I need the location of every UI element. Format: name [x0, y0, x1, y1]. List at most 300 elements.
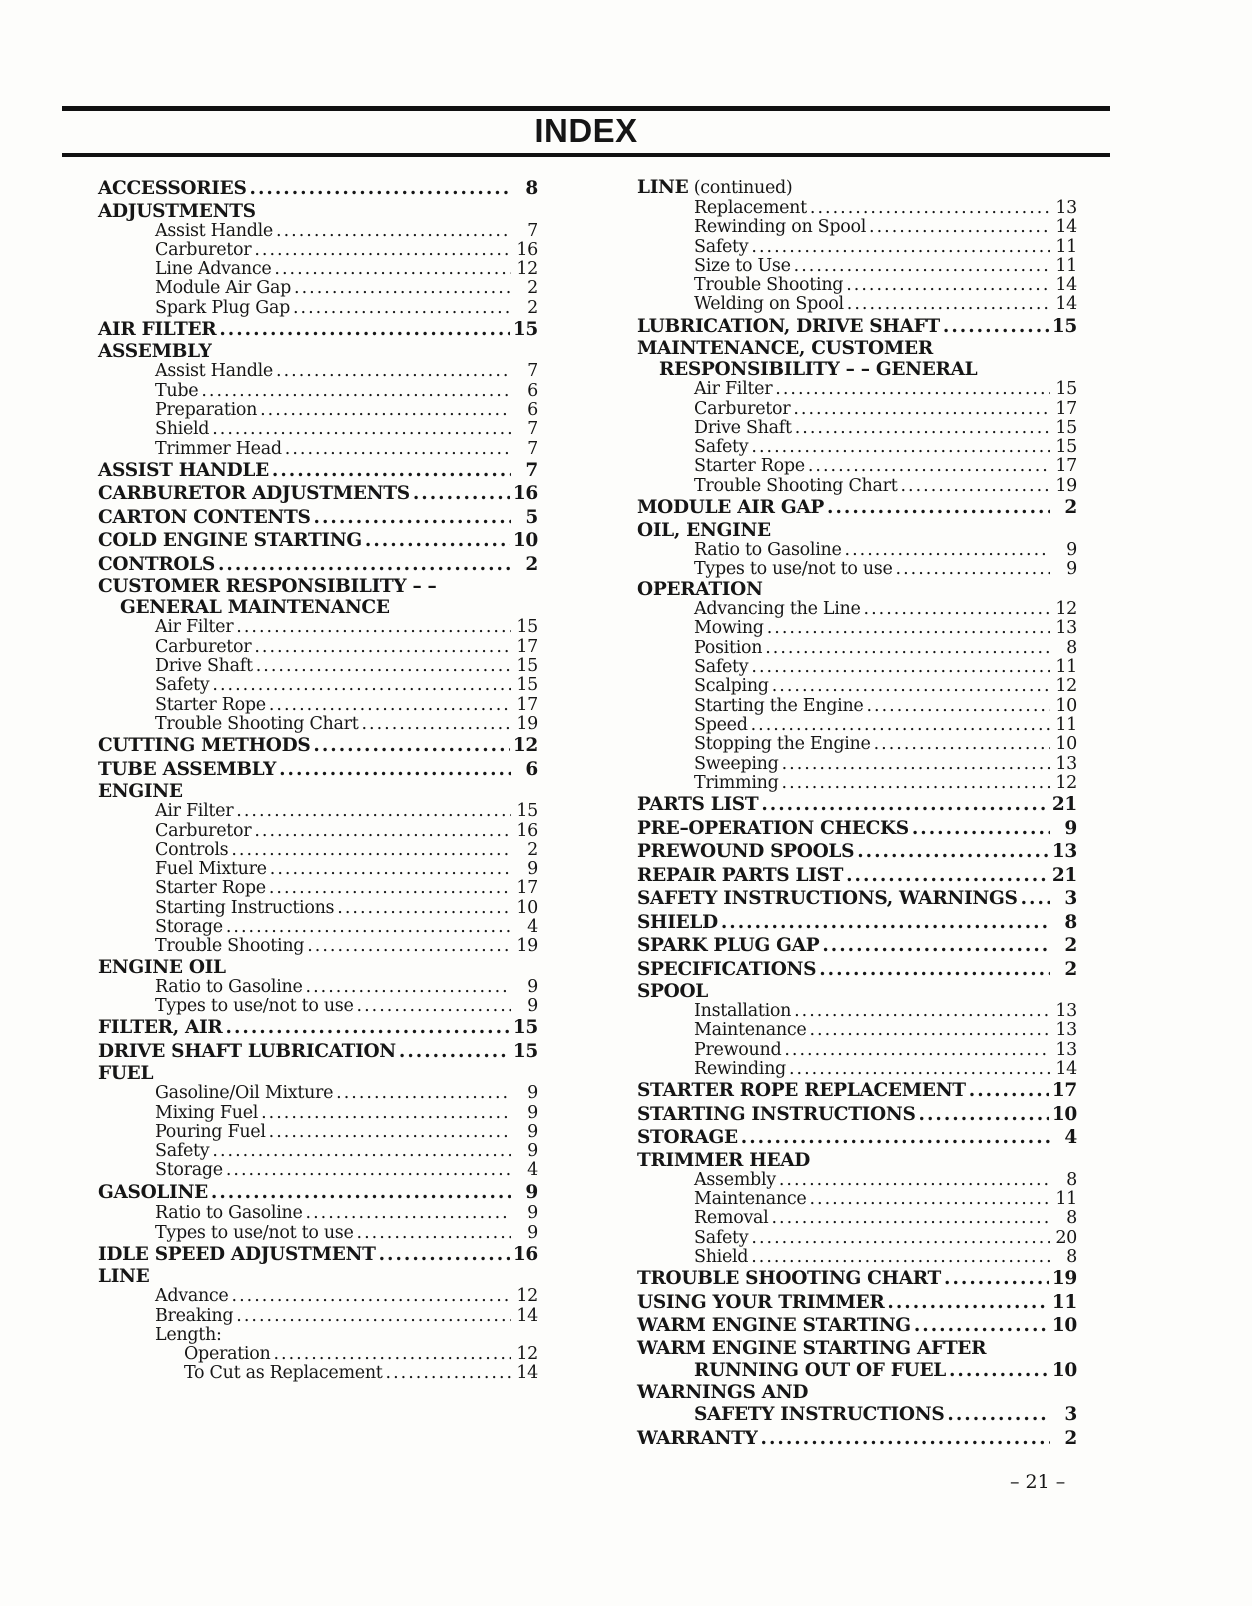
dot-leader [261, 1104, 511, 1123]
entry-page-number: 13 [1055, 618, 1077, 639]
dot-leader [771, 1209, 1050, 1228]
dot-leader [949, 1359, 1049, 1383]
index-entry [98, 482, 538, 506]
entry-label: PRE–OPERATION CHECKS [637, 817, 909, 839]
index-subentry [637, 477, 1077, 496]
entry-label: Preparation [155, 400, 258, 421]
dot-leader [313, 734, 509, 758]
entry-page-number: 20 [1055, 1227, 1077, 1248]
index-heading: WARM ENGINE STARTING AFTER [637, 1337, 987, 1359]
entry-page-number: 8 [1066, 637, 1077, 658]
index-subentry [637, 295, 1077, 314]
index-subentry [637, 1041, 1077, 1060]
entry-page-number: 9 [1066, 539, 1077, 560]
entry-page-number: 9 [527, 1222, 538, 1243]
page-number: – 21 – [1010, 1471, 1066, 1493]
index-subentry [637, 658, 1077, 677]
entry-label: CARBURETOR ADJUSTMENTS [98, 483, 410, 505]
dot-leader [254, 822, 511, 841]
entry-label: PREWOUND SPOOLS [637, 841, 855, 863]
dot-leader [236, 618, 511, 637]
dot-leader [272, 459, 511, 483]
entry-label: Mowing [694, 618, 764, 639]
dot-leader [761, 1427, 1050, 1451]
entry-page-number: 15 [1055, 379, 1077, 400]
entry-page-number: 2 [527, 278, 538, 299]
entry-label: Carburetor [694, 398, 791, 419]
index-heading: FUEL [98, 1063, 154, 1085]
index-subentry [98, 978, 538, 997]
dot-leader [943, 315, 1049, 339]
dot-leader [751, 438, 1050, 457]
dot-leader [809, 1021, 1050, 1040]
entry-page-number: 9 [527, 1083, 538, 1104]
dot-leader [779, 1171, 1050, 1190]
entry-label: Stopping the Engine [694, 734, 871, 755]
entry-label: Fuel Mixture [155, 859, 267, 880]
entry-page-number: 10 [1051, 1103, 1077, 1125]
entry-label: Trouble Shooting Chart [155, 713, 359, 734]
entry-label: Size to Use [694, 255, 791, 276]
dot-leader [270, 860, 511, 879]
entry-label: SHIELD [637, 911, 718, 933]
entry-page-number: 9 [1066, 558, 1077, 579]
index-entry [637, 1103, 1077, 1127]
entry-page-number: 12 [516, 1344, 538, 1365]
entry-page-number: 2 [1064, 935, 1077, 957]
index-heading: WARNINGS AND [637, 1382, 809, 1404]
entry-label: Mixing Fuel [155, 1102, 259, 1123]
entry-page-number: 19 [1055, 475, 1077, 496]
index-subentry [637, 1021, 1077, 1040]
dot-leader [256, 657, 511, 676]
dot-leader [231, 841, 511, 860]
entry-page-number: 13 [1055, 1001, 1077, 1022]
entry-label: Tube [155, 380, 199, 401]
entry-page-number: 12 [516, 1286, 538, 1307]
entry-page-number: 11 [1055, 657, 1077, 678]
page-title: INDEX [534, 112, 638, 149]
entry-page-number: 13 [1055, 1039, 1077, 1060]
entry-page-number: 15 [516, 656, 538, 677]
entry-label: Types to use/not to use [155, 995, 354, 1016]
entry-page-number: 8 [1066, 1247, 1077, 1267]
index-subentry [637, 199, 1077, 218]
index-heading: CUSTOMER RESPONSIBILITY – – [98, 576, 437, 598]
entry-page-number: 13 [1051, 841, 1077, 863]
index-subentry [98, 382, 538, 401]
index-subentry [98, 1345, 538, 1364]
dot-leader [912, 817, 1050, 841]
index-subentry [98, 1224, 538, 1243]
entry-label: Trouble Shooting Chart [694, 475, 898, 496]
entry-label: Storage [155, 917, 223, 938]
entry-label: Safety [694, 657, 749, 678]
dot-leader [269, 1123, 511, 1142]
index-subentry [98, 1307, 538, 1326]
index-entry [98, 506, 538, 530]
dot-leader [413, 482, 510, 506]
index-entry [98, 1040, 538, 1064]
dot-leader [793, 400, 1050, 419]
entry-page-number: 17 [516, 878, 538, 899]
index-entry [637, 1126, 1077, 1150]
entry-label: Module Air Gap [155, 278, 292, 299]
entry-label: GASOLINE [98, 1181, 208, 1203]
entry-page-number: 6 [527, 400, 538, 421]
entry-page-number: 19 [1051, 1268, 1077, 1290]
entry-label: Carburetor [155, 239, 252, 260]
entry-label: SAFETY INSTRUCTIONS [694, 1404, 945, 1426]
index-subentry [98, 1123, 538, 1142]
dot-leader [809, 1190, 1050, 1209]
dot-leader [293, 299, 511, 318]
entry-label: Types to use/not to use [694, 558, 893, 579]
entry-page-number: 14 [1055, 275, 1077, 296]
dot-leader [211, 1181, 511, 1205]
entry-page-number: 12 [1055, 772, 1077, 793]
index-subentry [637, 419, 1077, 438]
dot-leader [279, 758, 511, 782]
entry-label: Scalping [694, 676, 769, 697]
index-subentry [637, 1002, 1077, 1021]
entry-page-number: 15 [516, 617, 538, 638]
dot-leader [822, 934, 1050, 958]
dot-leader [212, 420, 511, 439]
dot-leader [866, 697, 1050, 716]
entry-page-number: 7 [527, 419, 538, 440]
dot-leader [751, 716, 1050, 735]
entry-label: Safety [155, 1141, 210, 1162]
entry-label: ACCESSORIES [98, 178, 247, 199]
index-entry [637, 1314, 1077, 1338]
entry-label: Shield [155, 419, 210, 440]
index-entry [98, 1016, 538, 1040]
entry-label: MODULE AIR GAP [637, 497, 825, 519]
index-entry [637, 911, 1077, 935]
entry-label: Starting the Engine [694, 695, 864, 716]
index-heading: ENGINE [98, 781, 183, 803]
entry-label: Drive Shaft [155, 656, 253, 677]
dot-leader [314, 506, 511, 530]
dot-leader [274, 260, 511, 279]
entry-label: Starting Instructions [155, 897, 335, 918]
entry-label: Maintenance [694, 1189, 807, 1210]
entry-page-number: 10 [516, 897, 538, 918]
entry-page-number: 10 [1051, 1315, 1077, 1337]
entry-label: USING YOUR TRIMMER [637, 1291, 885, 1313]
entry-page-number: 14 [1055, 217, 1077, 238]
entry-page-number: 21 [1051, 864, 1077, 886]
index-heading: GENERAL MAINTENANCE [120, 597, 390, 619]
entry-page-number: 7 [527, 220, 538, 241]
entry-page-number: 11 [1055, 255, 1077, 276]
entry-page-number: 19 [516, 936, 538, 957]
index-subentry [98, 260, 538, 279]
entry-page-number: 15 [516, 675, 538, 696]
entry-page-number: 17 [516, 636, 538, 657]
dot-leader [306, 1204, 511, 1223]
entry-label: Assist Handle [155, 220, 273, 241]
dot-leader [864, 600, 1050, 619]
index-entry [637, 1267, 1077, 1291]
index-subentry [637, 380, 1077, 399]
entry-page-number: 12 [1055, 676, 1077, 697]
entry-page-number: 16 [516, 239, 538, 260]
entry-label: STARTING INSTRUCTIONS [637, 1103, 916, 1125]
entry-page-number: 13 [1055, 1020, 1077, 1041]
entry-page-number: 10 [1055, 734, 1077, 755]
dot-leader [772, 677, 1050, 696]
dot-leader [357, 997, 511, 1016]
dot-leader [789, 1060, 1050, 1079]
index-subentry [637, 276, 1077, 295]
dot-leader [250, 177, 511, 201]
entry-page-number: 17 [516, 694, 538, 715]
index-subentry [637, 1209, 1077, 1228]
dot-leader [721, 911, 1050, 935]
entry-page-number: 15 [516, 801, 538, 822]
dot-leader [226, 1016, 510, 1040]
index-subentry [98, 618, 538, 637]
dot-leader [784, 1041, 1050, 1060]
entry-page-number: 5 [525, 506, 538, 528]
index-entry [637, 864, 1077, 888]
entry-page-number: 2 [1064, 958, 1077, 980]
dot-leader [847, 295, 1050, 314]
index-subentry [98, 279, 538, 298]
dot-leader [357, 1224, 511, 1243]
dot-leader [947, 1403, 1050, 1427]
entry-page-number: 12 [516, 259, 538, 280]
index-subentry [637, 1248, 1077, 1267]
dot-leader [276, 362, 511, 381]
entry-page-number: 8 [1066, 1169, 1077, 1190]
dot-leader [944, 1267, 1049, 1291]
index-subentry [98, 657, 538, 676]
dot-leader [236, 802, 511, 821]
index-subentry [637, 560, 1077, 579]
dot-leader [751, 658, 1050, 677]
entry-page-number: 8 [525, 178, 538, 199]
entry-page-number: 7 [525, 459, 538, 481]
entry-page-number: 10 [512, 530, 538, 552]
entry-label: ASSIST HANDLE [98, 459, 269, 481]
dot-leader [819, 958, 1050, 982]
index-subentry [98, 1287, 538, 1306]
index-entry [98, 529, 538, 553]
index-heading: RESPONSIBILITY – – GENERAL [659, 359, 978, 381]
index-heading [637, 177, 1077, 199]
dot-leader [900, 477, 1050, 496]
index-entry [637, 817, 1077, 841]
entry-label: Starter Rope [155, 694, 266, 715]
entry-label: TROUBLE SHOOTING CHART [637, 1268, 941, 1290]
entry-label: Spark Plug Gap [155, 297, 290, 318]
index-subentry [98, 362, 538, 381]
index-subentry [98, 860, 538, 879]
dot-leader [874, 735, 1050, 754]
index-subheading: Length: [155, 1324, 222, 1345]
entry-page-number: 11 [1051, 1291, 1077, 1313]
entry-label: Safety [694, 1227, 749, 1248]
entry-label: Storage [155, 1160, 223, 1181]
dot-leader [294, 279, 511, 298]
dot-leader [379, 1243, 510, 1267]
index-subentry [637, 716, 1077, 735]
dot-leader [399, 1040, 510, 1064]
entry-label: REPAIR PARTS LIST [637, 864, 844, 886]
entry-label: Rewinding [694, 1059, 786, 1080]
index-entry [637, 496, 1077, 520]
index-subentry [98, 1142, 538, 1161]
index-heading: MAINTENANCE, CUSTOMER [637, 338, 933, 360]
index-entry [637, 1079, 1077, 1103]
index-subentry [637, 619, 1077, 638]
entry-label: Trimming [694, 772, 779, 793]
index-entry [98, 553, 538, 577]
entry-page-number: 9 [1064, 817, 1077, 839]
index-subentry [637, 677, 1077, 696]
index-entry [637, 1427, 1077, 1451]
index-subentry [98, 420, 538, 439]
index-entry [637, 934, 1077, 958]
index-subentry [637, 541, 1077, 560]
entry-page-number: 14 [1055, 1059, 1077, 1080]
dot-leader [765, 639, 1050, 658]
entry-label: Safety [155, 675, 210, 696]
entry-page-number: 9 [527, 976, 538, 997]
entry-label: Sweeping [694, 753, 779, 774]
entry-label: WARRANTY [637, 1427, 758, 1449]
dot-leader [307, 937, 511, 956]
entry-label: Controls [155, 839, 229, 860]
dot-leader [254, 241, 511, 260]
entry-label: Removal [694, 1208, 769, 1229]
entry-page-number: 17 [1055, 398, 1077, 419]
entry-page-number: 16 [516, 820, 538, 841]
entry-label: STARTER ROPE REPLACEMENT [637, 1080, 966, 1102]
entry-page-number: 7 [527, 361, 538, 382]
entry-label: Safety [694, 437, 749, 458]
dot-leader [795, 419, 1050, 438]
entry-page-number: 9 [527, 1141, 538, 1162]
index-subentry [637, 400, 1077, 419]
continued-note: (continued) [688, 178, 793, 198]
index-subentry [98, 899, 538, 918]
entry-page-number: 10 [1055, 695, 1077, 716]
dot-leader [219, 318, 509, 342]
entry-label: COLD ENGINE STARTING [98, 530, 362, 552]
entry-label: SPECIFICATIONS [637, 958, 817, 980]
entry-page-number: 9 [527, 995, 538, 1016]
index-subentry [98, 1364, 538, 1383]
entry-label: Carburetor [155, 820, 252, 841]
index-subentry [98, 715, 538, 734]
dot-leader [751, 238, 1050, 257]
dot-leader [857, 840, 1049, 864]
index-heading: OIL, ENGINE [637, 519, 771, 541]
dot-leader [782, 755, 1050, 774]
entry-label: Advancing the Line [694, 599, 861, 620]
entry-label: Replacement [694, 198, 807, 218]
entry-page-number: 9 [525, 1181, 538, 1203]
entry-label: PARTS LIST [637, 794, 759, 816]
entry-page-number: 14 [516, 1305, 538, 1326]
entry-page-number: 15 [512, 1040, 538, 1062]
index-entry [98, 734, 538, 758]
dot-leader [741, 1126, 1050, 1150]
dot-leader [269, 879, 511, 898]
entry-label: TUBE ASSEMBLY [98, 758, 277, 780]
index-subentry [98, 879, 538, 898]
entry-page-number: 15 [512, 318, 538, 340]
entry-label: To Cut as Replacement [184, 1363, 383, 1384]
entry-page-number: 4 [527, 1160, 538, 1181]
index-entry [98, 1181, 538, 1205]
title-underline-rule [62, 153, 1110, 157]
entry-page-number: 16 [512, 483, 538, 505]
index-subentry [637, 238, 1077, 257]
entry-page-number: 10 [1051, 1359, 1077, 1381]
entry-label: Trouble Shooting [155, 936, 305, 957]
index-subentry [98, 1161, 538, 1180]
entry-label: Safety [694, 236, 749, 257]
index-entry [637, 840, 1077, 864]
dot-leader [887, 1291, 1048, 1315]
entry-label: Maintenance [694, 1020, 807, 1041]
entry-page-number: 11 [1055, 1189, 1077, 1210]
entry-label: Prewound [694, 1039, 782, 1060]
entry-label: IDLE SPEED ADJUSTMENT [98, 1243, 376, 1265]
entry-label: Assembly [694, 1169, 776, 1190]
entry-label: Air Filter [155, 617, 234, 638]
entry-label: Ratio to Gasoline [694, 539, 842, 560]
index-entry [637, 1291, 1077, 1315]
dot-leader [212, 676, 511, 695]
dot-leader [269, 696, 511, 715]
dot-leader [212, 1142, 511, 1161]
index-subentry [98, 841, 538, 860]
entry-page-number: 4 [527, 917, 538, 938]
entry-label: Types to use/not to use [155, 1222, 354, 1243]
entry-label: Carburetor [155, 636, 252, 657]
index-entry [637, 793, 1077, 817]
entry-label: Assist Handle [155, 361, 273, 382]
index-heading: ASSEMBLY [98, 341, 212, 363]
entry-page-number: 19 [516, 713, 538, 734]
index-subentry [637, 697, 1077, 716]
entry-page-number: 11 [1055, 714, 1077, 735]
dot-leader [361, 715, 511, 734]
entry-label: WARM ENGINE STARTING [637, 1315, 911, 1337]
index-entry [637, 958, 1077, 982]
entry-page-number: 9 [527, 859, 538, 880]
index-subentry [637, 1229, 1077, 1248]
dot-leader [236, 1307, 511, 1326]
index-heading: TRIMMER HEAD [637, 1149, 811, 1171]
index-subentry [98, 802, 538, 821]
dot-leader [775, 380, 1050, 399]
dot-leader [336, 1084, 511, 1103]
index-entry [98, 459, 538, 483]
index-subentry [98, 222, 538, 241]
dot-leader [260, 401, 511, 420]
entry-page-number: 12 [512, 735, 538, 757]
dot-leader [273, 1345, 511, 1364]
dot-leader [751, 1248, 1050, 1267]
entry-label: AIR FILTER [98, 318, 217, 340]
